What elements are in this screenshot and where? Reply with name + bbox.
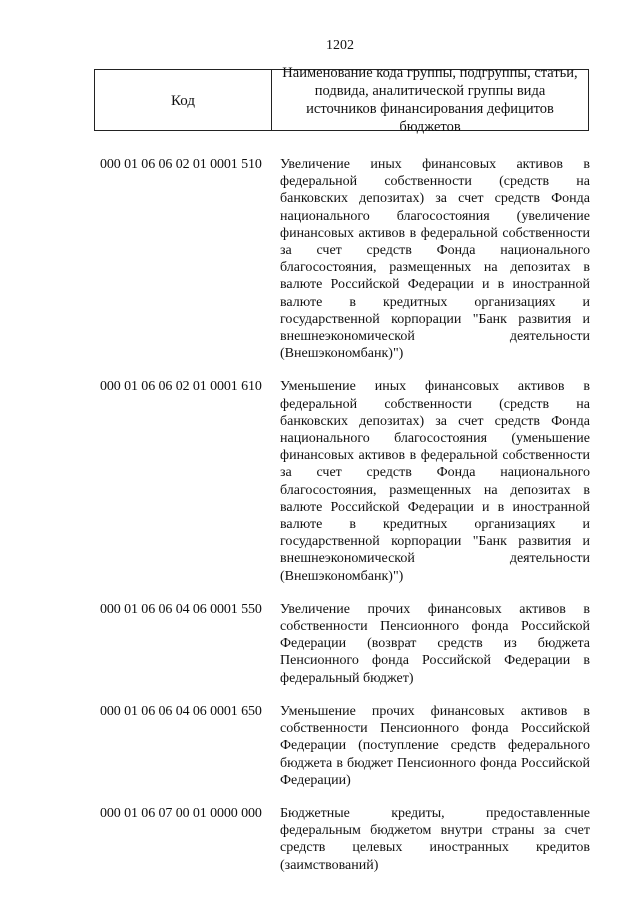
page-number: 1202 — [326, 38, 354, 53]
row-description: Увеличение иных финансовых активов в федеральной собственности (средств на банковских депозитах) за счет средств Фонда национального благосостояния (увеличение финансовых активов в федеральной собственности за счет средств Фонда национального благосостояния, размещенных на депозитах в валюте Российской Федерации и в иностранной валюте в кредитных организациях и государственной корпорации "Банк развития и внешнеэкономической деятельности (Внешэкономбанк)") — [280, 157, 590, 362]
table-row — [100, 601, 590, 687]
row-code: 000 01 06 06 04 06 0001 650 — [100, 703, 262, 719]
table-header — [94, 65, 589, 135]
table-row — [100, 703, 590, 789]
code-list — [100, 156, 590, 890]
row-description: Уменьшение прочих финансовых активов в собственности Пенсионного фонда Российской Федерации (поступление средств федерального бюджета в бюджет Пенсионного фонда Российской Федерации) — [280, 703, 590, 788]
row-code: 000 01 06 06 04 06 0001 550 — [100, 601, 262, 617]
row-description: Увеличение прочих финансовых активов в собственности Пенсионного фонда Российской Федерации (возврат средств из бюджета Пенсионного фонда Российской Федерации в федеральный бюджет) — [280, 601, 590, 686]
table-row — [100, 378, 590, 584]
header-name-label: Наименование кода группы, подгруппы, статьи, подвида, аналитической группы вида источников финансирования дефицитов бюджетов — [282, 65, 578, 135]
header-code-label: Код — [95, 70, 272, 130]
row-code: 000 01 06 06 02 01 0001 610 — [100, 379, 262, 395]
row-description: Уменьшение иных финансовых активов в федеральной собственности (средств на банковских депозитах) за счет средств Фонда национального благосостояния (уменьшение финансовых активов в федеральной собственности за счет средств Фонда национального благосостояния, размещенных на депозитах в валюте Российской Федерации и в иностранной валюте в кредитных организациях и государственной корпорации "Банк развития и внешнеэкономической деятельности (Внешэкономбанк)") — [280, 379, 590, 584]
row-code: 000 01 06 06 02 01 0001 510 — [100, 157, 262, 172]
table-row — [100, 156, 590, 362]
table-row — [100, 805, 590, 874]
row-description: Бюджетные кредиты, предоставленные федеральным бюджетом внутри страны за счет средств целевых иностранных кредитов (заимствований) — [280, 805, 590, 873]
row-code: 000 01 06 07 00 01 0000 000 — [100, 805, 262, 821]
